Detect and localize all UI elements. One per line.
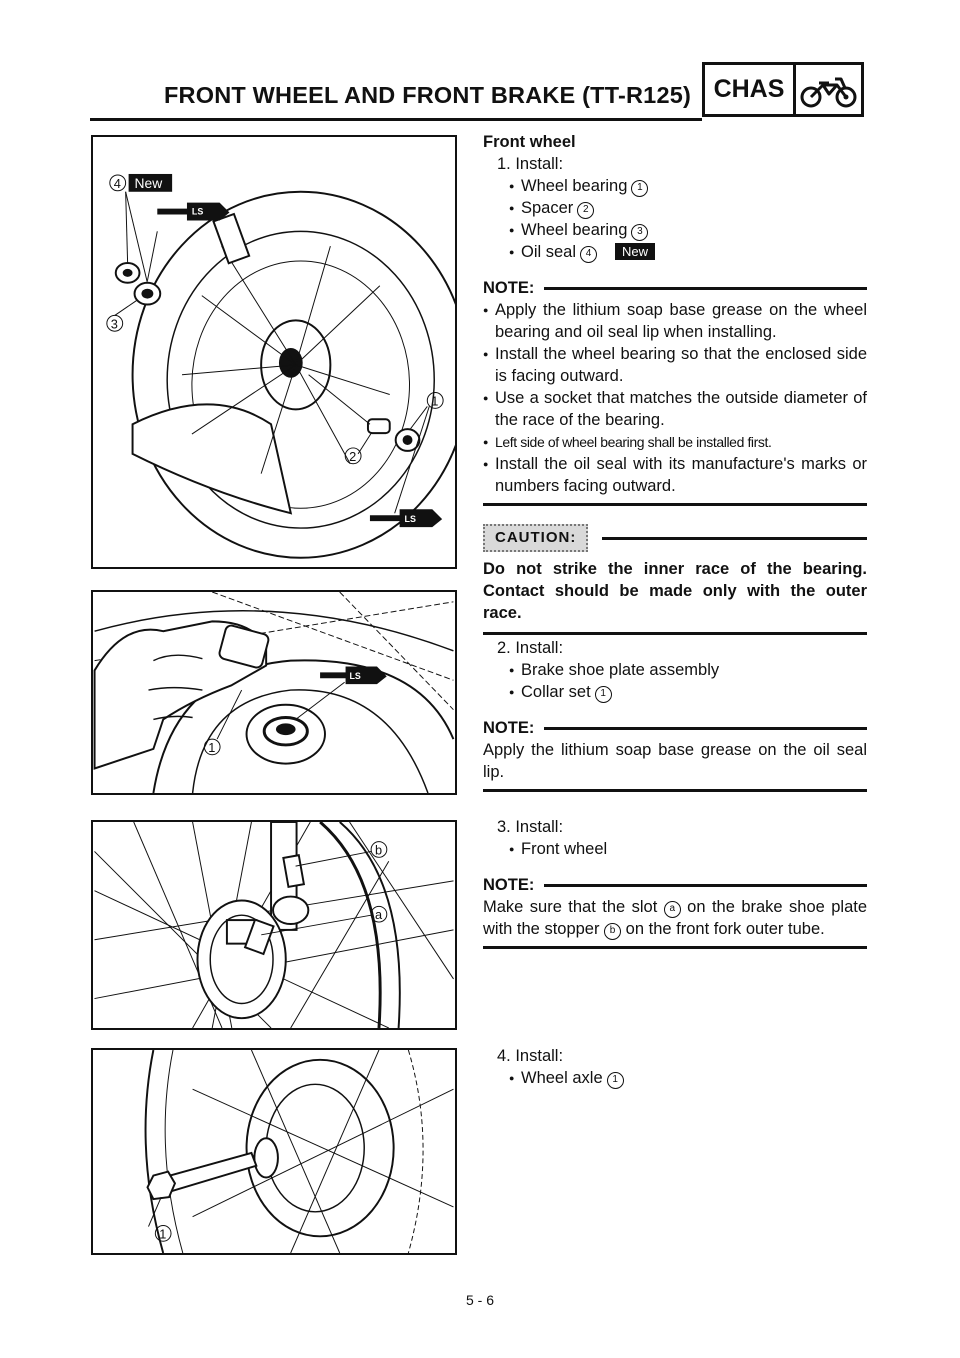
note-heading: NOTE: — [483, 277, 867, 299]
step-2: 2. Install: — [497, 639, 564, 657]
figure-wheel-bearing-install — [91, 135, 457, 569]
list-item: ● Wheel axle 1 — [483, 1067, 867, 1089]
svg-text:LS: LS — [404, 514, 416, 525]
callout-1: 1 — [208, 739, 216, 755]
motorcycle-icon — [796, 65, 861, 114]
note-item: ● Install the oil seal with its manufacture's marks or numbers facing outward. — [483, 453, 867, 497]
note-item: ● Install the wheel bearing so that the enclosed side is facing outward. — [483, 343, 867, 387]
list-item: ● Wheel bearing 3 — [483, 219, 867, 241]
figure-front-wheel-install — [91, 820, 457, 1030]
note-item: ● Left side of wheel bearing shall be installed first. — [483, 431, 867, 453]
callout-4: 4 — [113, 175, 121, 191]
figure-collar-set — [91, 590, 457, 795]
page-number: 5 - 6 — [465, 1292, 494, 1308]
grease-label: LS — [349, 671, 361, 682]
list-item: ● Wheel bearing 1 — [483, 175, 867, 197]
step-1: 1. Install: — [497, 155, 564, 173]
callout-1: 1 — [159, 1226, 167, 1242]
section-step-4 — [483, 1045, 867, 1089]
section-step-3 — [483, 816, 867, 949]
caution-heading — [483, 524, 867, 552]
note-heading: NOTE: — [483, 717, 867, 739]
section-front-wheel — [483, 131, 867, 635]
section-step-2 — [483, 637, 867, 792]
list-item: ● Spacer 2 — [483, 197, 867, 219]
figure-wheel-axle — [91, 1048, 457, 1255]
list-item: ● Collar set 1 — [483, 681, 867, 703]
callout-a: a — [375, 907, 383, 923]
note-item: ● Apply the lithium soap base grease on the wheel bearing and oil seal lip when installing. — [483, 299, 867, 343]
step-4: 4. Install: — [497, 1047, 564, 1065]
callout-2: 2 — [349, 448, 357, 464]
note-end-rule — [483, 946, 867, 949]
list-item: ● Oil seal 4 New — [483, 241, 867, 263]
caution-end-rule — [483, 632, 867, 635]
note-end-rule — [483, 789, 867, 792]
new-tag: New — [615, 243, 655, 260]
caution-label: CAUTION: — [483, 524, 588, 552]
svg-text:LS: LS — [191, 206, 204, 217]
section-code: CHAS — [705, 65, 796, 114]
callout-1: 1 — [431, 393, 439, 409]
caution-text: Do not strike the inner race of the bearing. Contact should be made only with the outer race. — [483, 560, 867, 622]
note-text: Apply the lithium soap base grease on the oil seal lip. — [483, 741, 867, 781]
note-heading: NOTE: — [483, 874, 867, 896]
note-end-rule — [483, 503, 867, 506]
note-text: Make sure that the slot a on the brake shoe plate with the stopper b on the front fork outer tube. — [483, 898, 868, 938]
new-tag: New — [134, 174, 163, 191]
list-item: ● Brake shoe plate assembly — [483, 659, 867, 681]
page-title: FRONT WHEEL AND FRONT BRAKE (TT-R125) — [164, 82, 692, 108]
list-item: ● Front wheel — [483, 838, 867, 860]
callout-b: b — [375, 842, 383, 858]
note-item: ● Use a socket that matches the outside diameter of the race of the bearing. — [483, 387, 867, 431]
step-3: 3. Install: — [497, 818, 564, 836]
header-rule — [90, 118, 702, 121]
callout-3: 3 — [110, 316, 118, 332]
section-heading: Front wheel — [483, 133, 576, 151]
section-badge — [702, 62, 864, 117]
